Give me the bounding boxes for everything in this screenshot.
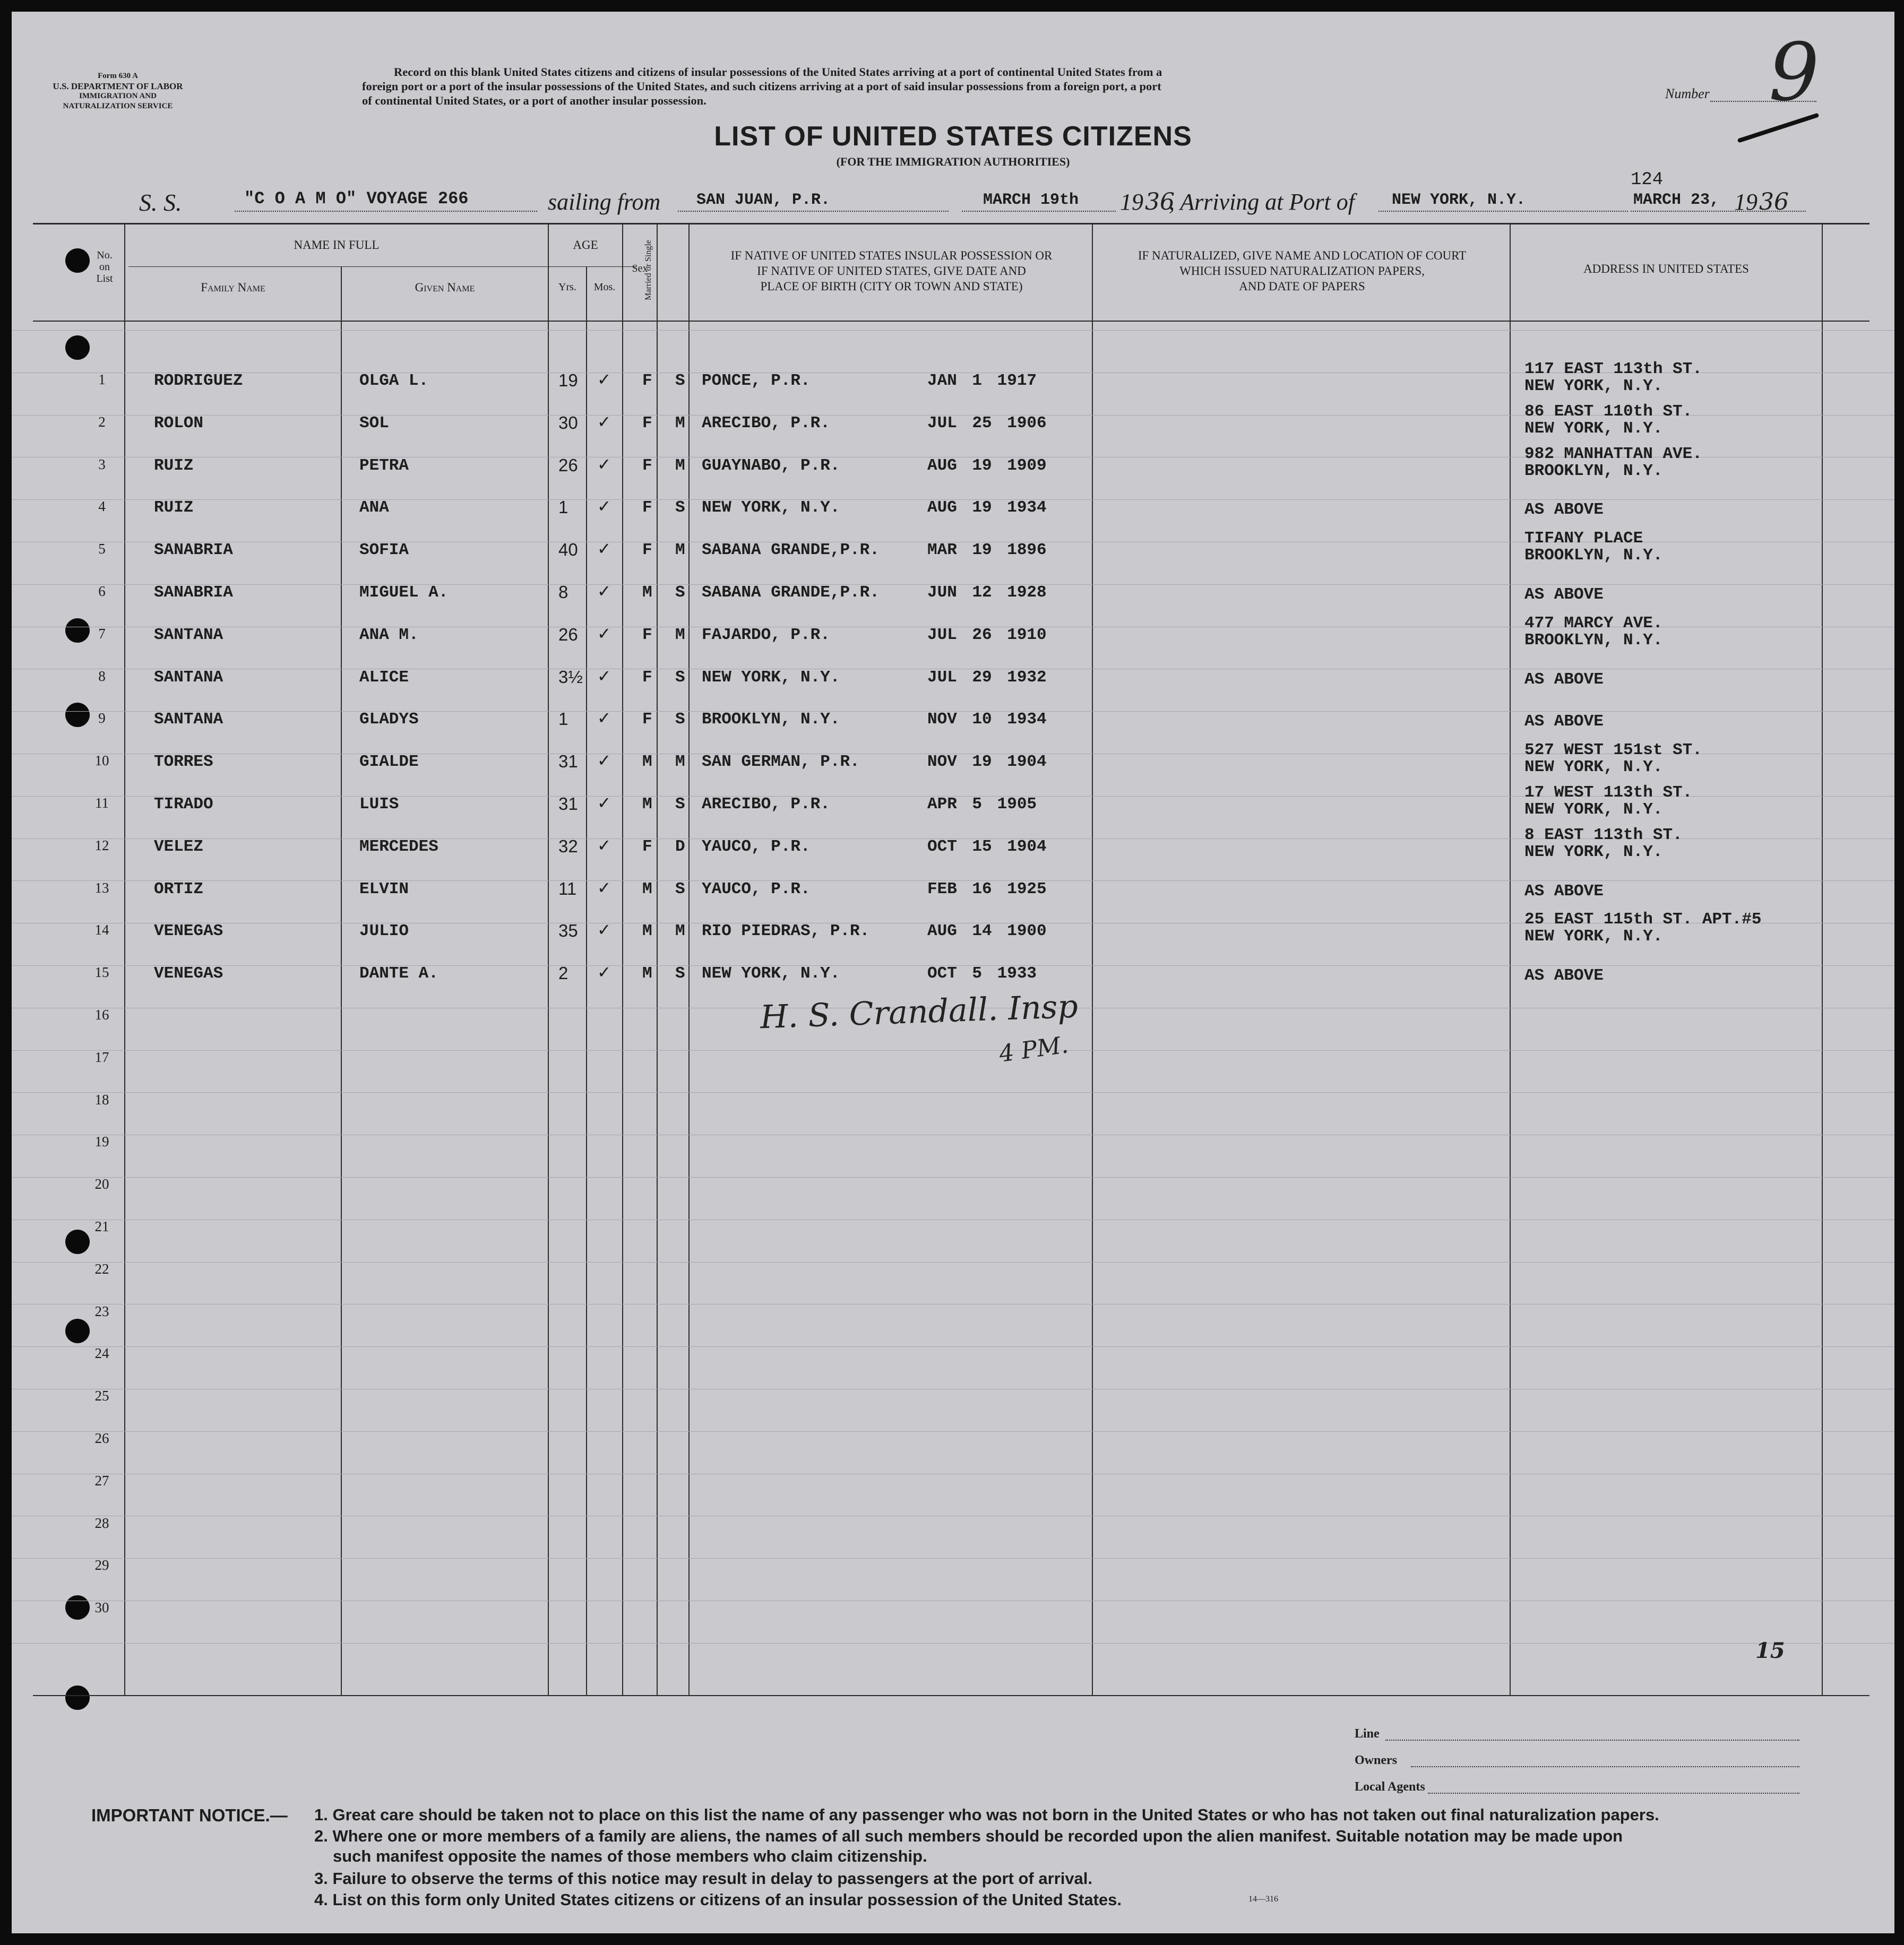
row-number: 6 [98, 583, 106, 599]
arrival-port: NEW YORK, N.Y. [1392, 191, 1526, 209]
birth-place: RIO PIEDRAS, P.R. [702, 922, 870, 941]
given-name: LUIS [359, 795, 399, 814]
age-years: 31 [558, 751, 578, 772]
family-name: RUIZ [154, 456, 194, 475]
family-name: SANABRIA [154, 541, 233, 560]
address-line: AS ABOVE [1524, 585, 1604, 604]
notice-1: 1. Great care should be taken not to place on this list the name of any passenger who was not born in the United States or who has not taken out final naturalization papers. [314, 1805, 1659, 1824]
birth-date: NOV 10 1934 [927, 710, 1047, 729]
birth-date: AUG 19 1934 [927, 498, 1047, 517]
row-number: 10 [94, 753, 109, 769]
row-number: 12 [94, 837, 109, 853]
inspector-time: 4 PM. [997, 1031, 1070, 1068]
form-id-block [49, 71, 187, 111]
sailing-label: sailing from [548, 189, 661, 215]
family-name: RUIZ [154, 498, 194, 517]
row-number: 7 [98, 625, 106, 642]
sex: F [642, 625, 652, 644]
address-line-1: 86 EAST 110th ST. [1524, 402, 1693, 421]
row-number: 26 [94, 1430, 109, 1446]
header-given-name: Given Name [415, 281, 475, 294]
row-number: 22 [94, 1260, 109, 1277]
check-mark: ✓ [598, 369, 610, 391]
marital-status: S [675, 583, 685, 602]
given-name: ANA M. [359, 625, 419, 644]
family-name: VELEZ [154, 837, 204, 856]
given-name: MIGUEL A. [359, 583, 449, 602]
address-line-2: BROOKLYN, N.Y. [1524, 546, 1663, 565]
given-name: OLGA L. [359, 371, 429, 390]
check-mark: ✓ [598, 454, 610, 476]
birth-date: JUL 29 1932 [927, 668, 1047, 687]
family-name: ROLON [154, 413, 204, 433]
row-number: 19 [94, 1134, 109, 1150]
punch-hole [65, 1319, 90, 1343]
age-years: 26 [558, 455, 578, 475]
age-years: 32 [558, 836, 578, 856]
birth-date: JAN 1 1917 [927, 371, 1037, 390]
row-number: 2 [98, 413, 106, 430]
row-number: 27 [94, 1472, 109, 1489]
family-name: TIRADO [154, 795, 213, 814]
marital-status: S [675, 371, 685, 390]
marital-status: S [675, 964, 685, 983]
row-number: 28 [94, 1515, 109, 1531]
table-header-bottom [33, 321, 1869, 322]
given-name: SOFIA [359, 541, 409, 560]
check-mark: ✓ [598, 539, 610, 561]
marital-status: M [675, 541, 685, 560]
notice-2-cont: such manifest opposite the names of those members who claim citizenship. [333, 1847, 927, 1865]
age-years: 30 [558, 412, 578, 433]
address-line-2: BROOKLYN, N.Y. [1524, 630, 1663, 650]
birth-date: FEB 16 1925 [927, 879, 1047, 898]
footer-line-label: Line [1355, 1727, 1380, 1741]
birth-place: SABANA GRANDE,P.R. [702, 583, 880, 602]
age-years: 26 [558, 624, 578, 644]
address-line: AS ABOVE [1524, 712, 1604, 731]
notice-title: IMPORTANT NOTICE.— [91, 1805, 288, 1825]
age-years: 3½ [558, 667, 583, 687]
age-years: 35 [558, 921, 578, 941]
col-divider [124, 223, 125, 1696]
check-mark: ✓ [598, 920, 610, 942]
punch-hole [65, 335, 90, 360]
marital-status: D [675, 837, 685, 856]
address-line-1: 17 WEST 113th ST. [1524, 783, 1693, 802]
number-label: Number [1665, 86, 1710, 101]
birth-date: JUL 26 1910 [927, 625, 1047, 644]
col-divider [622, 223, 623, 1696]
given-name: GIALDE [359, 753, 419, 772]
marital-status: M [675, 753, 685, 772]
family-name: RODRIGUEZ [154, 371, 243, 390]
check-mark: ✓ [598, 411, 610, 434]
check-mark: ✓ [598, 750, 610, 773]
ruled-line [12, 1262, 1894, 1263]
inspector-signature: H. S. Crandall. Insp [759, 988, 1079, 1036]
ruled-line [12, 1643, 1894, 1644]
marital-status: M [675, 456, 685, 475]
birth-date: AUG 14 1900 [927, 922, 1047, 941]
ruled-line [12, 1558, 1894, 1559]
row-number: 16 [94, 1007, 109, 1023]
sex: F [642, 541, 652, 560]
arrival-year-suffix: 36 [1759, 188, 1789, 215]
ruled-line [12, 1092, 1894, 1093]
address-line: AS ABOVE [1524, 500, 1604, 520]
family-name: SANTANA [154, 710, 223, 729]
sex: M [642, 922, 652, 941]
page-subtitle: (FOR THE IMMIGRATION AUTHORITIES) [836, 155, 1070, 168]
row-number: 13 [94, 879, 109, 896]
birth-place: SABANA GRANDE,P.R. [702, 541, 880, 560]
year-prefix: 19 [1120, 189, 1143, 215]
address-line-1: TIFANY PLACE [1524, 529, 1643, 548]
marital-status: S [675, 710, 685, 729]
header-age: AGE [573, 238, 598, 252]
footer-agents-field [1428, 1793, 1799, 1794]
given-name: GLADYS [359, 710, 419, 729]
address-line: AS ABOVE [1524, 881, 1604, 901]
header-mos: Mos. [593, 281, 616, 293]
family-name: ORTIZ [154, 879, 204, 898]
family-name: SANTANA [154, 625, 223, 644]
age-years: 40 [558, 540, 578, 560]
year-suffix: 36 [1145, 188, 1175, 215]
row-number: 30 [94, 1600, 109, 1616]
row-number: 15 [94, 964, 109, 981]
family-name: TORRES [154, 753, 213, 772]
address-line: AS ABOVE [1524, 670, 1604, 689]
col-divider [548, 223, 549, 1696]
footer-owners-field [1411, 1766, 1799, 1767]
sex: F [642, 710, 652, 729]
manifest-sheet [12, 12, 1894, 1933]
check-mark: ✓ [598, 708, 610, 730]
given-name: ELVIN [359, 879, 409, 898]
sex: F [642, 668, 652, 687]
address-line-2: NEW YORK, N.Y. [1524, 842, 1663, 861]
given-name: MERCEDES [359, 837, 438, 856]
given-name: JULIO [359, 922, 409, 941]
table-bottom-border [33, 1695, 1869, 1696]
sex: F [642, 498, 652, 517]
check-mark: ✓ [598, 793, 610, 815]
footer-owners-label: Owners [1355, 1753, 1397, 1767]
given-name: ANA [359, 498, 389, 517]
check-mark: ✓ [598, 962, 610, 984]
table-top-border [33, 223, 1869, 224]
birth-place: YAUCO, P.R. [702, 879, 811, 898]
row-number: 3 [98, 456, 106, 472]
row-number: 9 [98, 710, 106, 727]
birth-place: NEW YORK, N.Y. [702, 668, 840, 687]
col-divider [1092, 223, 1093, 1696]
family-name: VENEGAS [154, 964, 223, 983]
notice-2: 2. Where one or more members of a family are aliens, the names of all such members should be recorded upon the alien manifest. Suitable notation may be made upon [314, 1827, 1623, 1845]
address-line-2: NEW YORK, N.Y. [1524, 927, 1663, 946]
departure-port: SAN JUAN, P.R. [696, 191, 831, 209]
birth-date: MAR 19 1896 [927, 541, 1047, 560]
header-no: No. on List [96, 249, 113, 284]
col-divider [657, 223, 658, 1696]
row-number: 8 [98, 668, 106, 684]
header-name-in-full: NAME IN FULL [294, 238, 380, 252]
birth-place: ARECIBO, P.R. [702, 413, 830, 433]
marital-status: M [675, 625, 685, 644]
ruled-line [12, 330, 1894, 331]
arrival-port-line [1379, 211, 1628, 212]
birth-place: NEW YORK, N.Y. [702, 964, 840, 983]
birth-date: NOV 19 1904 [927, 753, 1047, 772]
birth-place: PONCE, P.R. [702, 371, 811, 390]
birth-place: NEW YORK, N.Y. [702, 498, 840, 517]
birth-date: OCT 15 1904 [927, 837, 1047, 856]
print-code: 14—316 [1248, 1895, 1278, 1904]
header-address: ADDRESS IN UNITED STATES [1583, 262, 1749, 275]
birth-date: JUL 25 1906 [927, 413, 1047, 433]
notice-4: 4. List on this form only United States citizens or citizens of an insular possession of the United States. [314, 1890, 1122, 1909]
sex: F [642, 371, 652, 390]
page-mark: 15 [1755, 1638, 1785, 1663]
birth-date: AUG 19 1909 [927, 456, 1047, 475]
age-years: 11 [558, 878, 577, 898]
sailing-date: MARCH 19th [983, 191, 1079, 209]
header-family-name: Family Name [201, 281, 265, 294]
address-line-2: NEW YORK, N.Y. [1524, 758, 1663, 777]
row-number: 11 [95, 795, 109, 811]
given-name: ALICE [359, 668, 409, 687]
birth-place: SAN GERMAN, P.R. [702, 753, 860, 772]
header-naturalized: IF NATURALIZED, GIVE NAME AND LOCATION OF COURT WHICH ISSUED NATURALIZATION PAPERS, AND DATE OF PAPERS [1138, 249, 1467, 293]
row-number: 17 [94, 1049, 109, 1065]
row-number: 29 [94, 1557, 109, 1574]
arrival-date-line [1631, 211, 1806, 212]
row-number: 20 [94, 1176, 109, 1192]
sex: M [642, 879, 652, 898]
stamp-number: 124 [1631, 170, 1664, 190]
col-divider [341, 266, 342, 1696]
address-line: AS ABOVE [1524, 966, 1604, 986]
form-number: Form 630 A [98, 72, 138, 80]
row-number: 4 [98, 498, 106, 515]
footer-agents-label: Local Agents [1355, 1780, 1425, 1794]
birth-place: GUAYNABO, P.R. [702, 456, 840, 475]
row-number: 23 [94, 1303, 109, 1319]
marital-status: S [675, 668, 685, 687]
row-number: 18 [94, 1091, 109, 1108]
bureau-line-1: IMMIGRATION AND [79, 92, 157, 100]
marital-status: S [675, 498, 685, 517]
arrival-year-prefix: 19 [1734, 189, 1757, 215]
department-name: U.S. DEPARTMENT OF LABOR [53, 81, 183, 91]
name-header-divider [128, 266, 561, 267]
age-years: 1 [558, 709, 568, 729]
ruled-line [12, 1177, 1894, 1178]
address-line-1: 477 MARCY AVE. [1524, 613, 1663, 633]
sailing-date-line [962, 211, 1116, 212]
ship-line [235, 211, 537, 212]
footer-line-field [1385, 1740, 1799, 1741]
check-mark: ✓ [598, 496, 610, 518]
sex: F [642, 837, 652, 856]
departure-line [678, 211, 949, 212]
check-mark: ✓ [598, 835, 610, 857]
sex: M [642, 964, 652, 983]
check-mark: ✓ [598, 665, 610, 688]
age-years: 31 [558, 794, 578, 814]
sheet-number: 9 [1769, 27, 1820, 119]
marital-status: M [675, 922, 685, 941]
instruction-line: Record on this blank United States citizens and citizens of insular possessions of the United States arriving at a port of continental United States from a [394, 65, 1162, 79]
given-name: SOL [359, 413, 389, 433]
header-married-or-single: Married or Single [644, 240, 653, 300]
header-sex: Sex [632, 263, 648, 274]
address-line-2: NEW YORK, N.Y. [1524, 377, 1663, 395]
age-years: 2 [558, 963, 568, 983]
age-years: 1 [558, 497, 568, 517]
header-yrs: Yrs. [558, 281, 576, 293]
col-divider [1510, 223, 1511, 1696]
given-name: DANTE A. [359, 964, 438, 983]
birth-place: YAUCO, P.R. [702, 837, 811, 856]
arrival-date: MARCH 23, [1633, 191, 1720, 209]
address-line-1: 982 MANHATTAN AVE. [1524, 444, 1702, 463]
row-number: 14 [94, 922, 109, 938]
ruled-line [12, 1431, 1894, 1432]
header-birth: IF NATIVE OF UNITED STATES INSULAR POSSESSION OR IF NATIVE OF UNITED STATES, GIVE DATE AND PLACE OF BIRTH (CITY OR TOWN AND STATE) [730, 249, 1053, 293]
ship-name: "C O A M O" VOYAGE 266 [244, 189, 469, 209]
address-line-2: BROOKLYN, N.Y. [1524, 461, 1663, 480]
address-line-1: 527 WEST 151st ST. [1524, 741, 1702, 760]
col-divider [586, 266, 587, 1696]
instructions [362, 65, 1583, 108]
marital-status: S [675, 879, 685, 898]
row-number: 1 [98, 371, 106, 387]
ss-label: S. S. [139, 189, 182, 216]
instruction-line: of continental United States, or a port of another insular possession. [362, 94, 707, 107]
col-divider [1822, 223, 1823, 1696]
col-divider [688, 223, 690, 1696]
family-name: SANTANA [154, 668, 223, 687]
ruled-line [12, 1050, 1894, 1051]
age-years: 8 [558, 582, 568, 602]
sex: F [642, 456, 652, 475]
check-mark: ✓ [598, 581, 610, 603]
address-line-1: 25 EAST 115th ST. APT.#5 [1524, 910, 1762, 929]
arriving-label: , Arriving at Port of [1169, 189, 1355, 215]
given-name: PETRA [359, 456, 409, 475]
sex: F [642, 413, 652, 433]
address-line-1: 8 EAST 113th ST. [1524, 825, 1683, 844]
row-number: 21 [94, 1218, 109, 1234]
ruled-line [12, 1346, 1894, 1347]
row-number: 24 [94, 1345, 109, 1362]
sex: M [642, 795, 652, 814]
address-line-2: NEW YORK, N.Y. [1524, 419, 1663, 438]
birth-date: APR 5 1905 [927, 795, 1037, 814]
page-title: LIST OF UNITED STATES CITIZENS [714, 121, 1192, 152]
marital-status: S [675, 795, 685, 814]
bureau-line-2: NATURALIZATION SERVICE [63, 102, 173, 110]
birth-date: JUN 12 1928 [927, 583, 1047, 602]
marital-status: M [675, 413, 685, 433]
instruction-line: foreign port or a port of the insular possessions of the United States, and such citizens arriving at a port of said insular possessions from a foreign port, a port [362, 80, 1161, 93]
age-years: 19 [558, 370, 578, 390]
check-mark: ✓ [598, 623, 610, 645]
address-line-2: NEW YORK, N.Y. [1524, 800, 1663, 819]
birth-place: FAJARDO, P.R. [702, 625, 830, 644]
check-mark: ✓ [598, 877, 610, 900]
notice-3: 3. Failure to observe the terms of this notice may result in delay to passengers at the port of arrival. [314, 1869, 1093, 1888]
birth-date: OCT 5 1933 [927, 964, 1037, 983]
row-number: 25 [94, 1388, 109, 1404]
row-number: 5 [98, 541, 106, 557]
address-line-1: 117 EAST 113th ST. [1524, 360, 1702, 378]
birth-place: BROOKLYN, N.Y. [702, 710, 840, 729]
family-name: SANABRIA [154, 583, 233, 602]
birth-place: ARECIBO, P.R. [702, 795, 830, 814]
family-name: VENEGAS [154, 922, 223, 941]
sex: M [642, 753, 652, 772]
punch-hole [65, 1685, 90, 1710]
sex: M [642, 583, 652, 602]
